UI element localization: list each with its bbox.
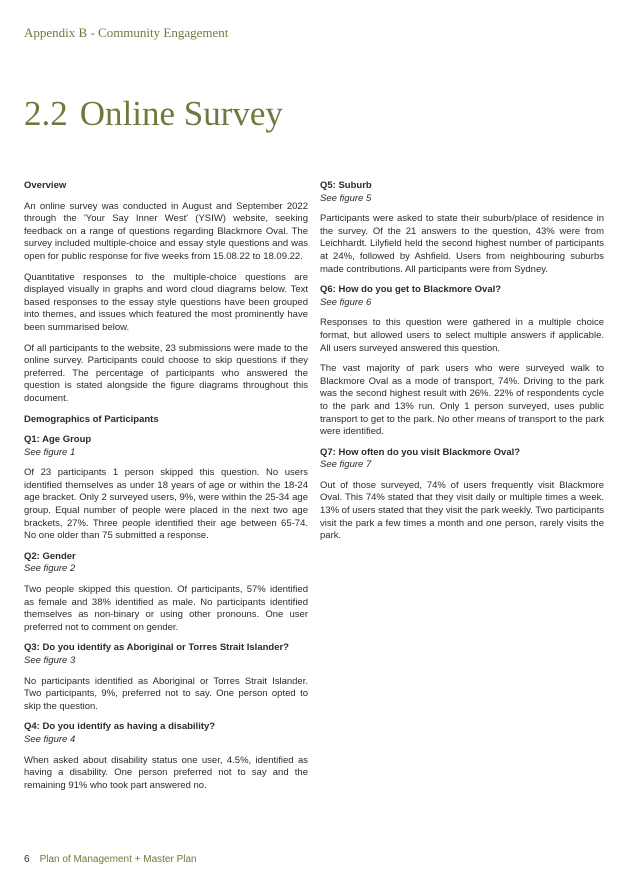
- overview-paragraph-3: Of all participants to the website, 23 submissions were made to the online survey. Participants could choose to skip questions if they preferred. The percentage of participants who answered the question is stated alongside the figure diagrams throughout this document.: [24, 342, 308, 404]
- q3-figure-ref: See figure 3: [24, 655, 76, 666]
- q6-text-1: Responses to this question were gathered in a multiple choice format, but allowed users to select multiple answers if applicable. All users surveyed answered this question.: [320, 317, 604, 354]
- q1-figure-ref: See figure 1: [24, 446, 76, 458]
- overview-paragraph-2: Quantitative responses to the multiple-choice questions are displayed visually in graphs and word cloud diagrams below. Text based responses to the essay style questions have been grouped into themes, and issues which featured the most prominently have been summarised below.: [24, 271, 308, 333]
- q4-heading: Q4: Do you identify as having a disability?: [24, 721, 216, 733]
- q3-text: No participants identified as Aboriginal or Torres Strait Islander. Two participants, 9%, preferred not to say. One person opted to skip the question.: [24, 675, 308, 712]
- q2-text: Two people skipped this question. Of participants, 57% identified as female and 38% identified as male. No participants identified themselves as non-binary or using other pronouns. One user preferred not to comment on gender.: [24, 584, 308, 633]
- q1-heading: Q1: Age Group: [24, 434, 92, 446]
- q6-text-2: The vast majority of park users who were surveyed walk to Blackmore Oval as a mode of transport, 74%. Driving to the park was the second highest result with 26%. 22% of respondents cycle to the park and 13% run. Only 1 person surveyed, uses public transport to get to the park. No other means of transport to the park were identified.: [320, 363, 604, 438]
- document-title: Plan of Management + Master Plan: [39, 854, 197, 865]
- q7-text: Out of those surveyed, 74% of users frequently visit Blackmore Oval. This 74% stated that they visit daily or multiple times a week. 13% of users stated that they visit the park weekly. Two participants visit the park a few times a month and one person, rarely visits the park.: [320, 479, 604, 542]
- running-header: Appendix B - Community Engagement: [24, 25, 229, 40]
- q4-figure-ref: See figure 4: [24, 733, 76, 745]
- left-column: [24, 180, 308, 800]
- page-number: 6: [24, 854, 30, 865]
- q5-figure-ref: See figure 5: [320, 192, 372, 204]
- page-title: [24, 94, 283, 134]
- right-column: [320, 180, 604, 551]
- overview-heading: Overview: [24, 180, 67, 191]
- demographics-heading: Demographics of Participants: [24, 413, 159, 425]
- q7-heading: Q7: How often do you visit Blackmore Oval?: [320, 446, 521, 458]
- q6-figure-ref: See figure 6: [320, 296, 372, 308]
- page-footer: [24, 854, 197, 865]
- q5-heading: Q5: Suburb: [320, 180, 372, 191]
- q1-text: Of 23 participants 1 person skipped this question. No users identified themselves as under 18 years of age or within the 18-24 age bracket. Only 2 surveyed users, 9%, were within the 25-34 age group. Equal number of people were placed in the next two age brackets, 27%. Three people identified their age between 65-74. No one older than 75 submitted a response.: [24, 467, 308, 542]
- q3-heading: Q3: Do you identify as Aboriginal or Torres Strait Islander?: [24, 642, 289, 654]
- q2-heading: Q2: Gender: [24, 550, 76, 562]
- section-title: Online Survey: [79, 94, 283, 133]
- overview-paragraph-1: An online survey was conducted in August and September 2022 through the 'Your Say Inner West' (YSIW) website, seeking feedback on a range of questions regarding Blackmore Oval. The survey included multiple-choice and essay style questions and was open for public response for five weeks from 15.08.22 to 18.09.22.: [24, 200, 308, 262]
- q6-heading: Q6: How do you get to Blackmore Oval?: [320, 284, 502, 296]
- section-number: 2.2: [24, 94, 68, 133]
- q5-text: Participants were asked to state their suburb/place of residence in the survey. Of the 21 answers to the question, 43% were from Leichhardt. Lilyfield held the second highest number of participants at 24%, followed by Ashfield. Users from neighbouring suburbs made contributions. All participants were from Sydney.: [320, 213, 604, 275]
- q4-text: When asked about disability status one user, 4.5%, identified as having a disability. One person preferred not to say and the remaining 91% who took part answered no.: [24, 754, 308, 791]
- q7-figure-ref: See figure 7: [320, 459, 372, 471]
- q2-figure-ref: See figure 2: [24, 563, 76, 575]
